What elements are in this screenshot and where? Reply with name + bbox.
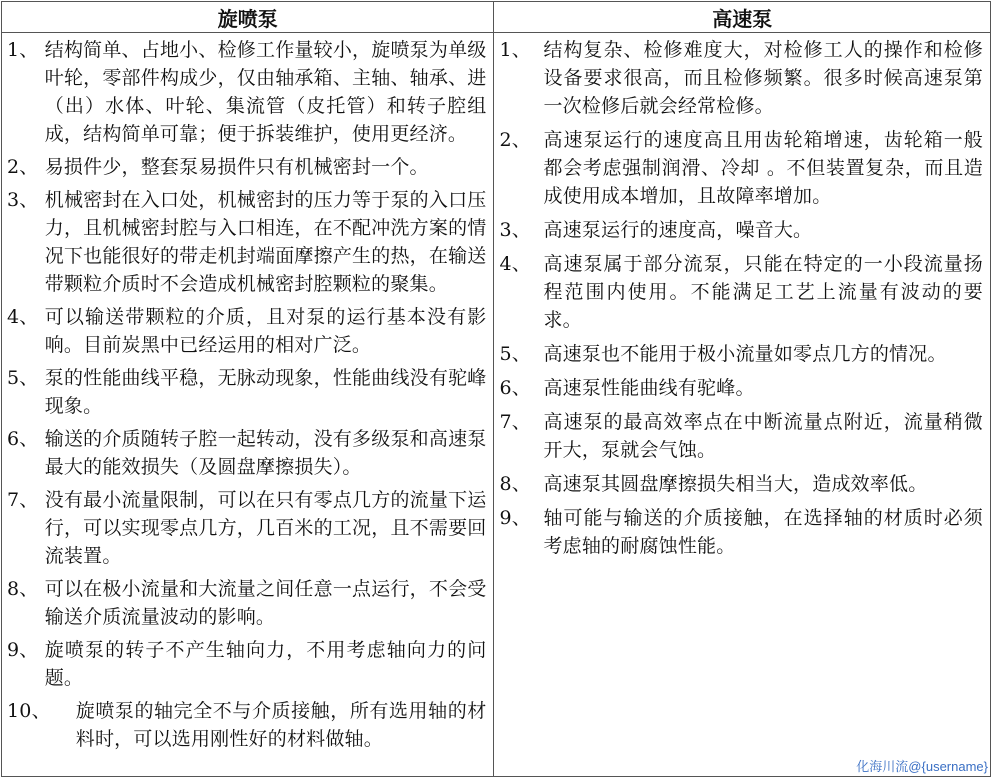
list-item	[499, 408, 983, 464]
header-row	[2, 2, 991, 33]
item-text: 高速泵其圆盘摩擦损失相当大，造成效率低。	[543, 473, 928, 495]
item-text: 没有最小流量限制，可以在只有零点几方的流量下运行，可以实现零点几方，几百米的工况，且不需要回流装置。	[44, 489, 487, 567]
list-item	[7, 697, 486, 753]
high-speed-pump-list	[495, 34, 989, 560]
item-text: 旋喷泵的轴完全不与介质接触，所有选用轴的材料时，可以选用刚性好的材料做轴。	[75, 700, 487, 750]
header-high-speed-pump: 高速泵	[494, 2, 991, 33]
list-item	[7, 153, 486, 181]
list-item	[7, 636, 486, 692]
list-item	[7, 303, 486, 359]
item-number: 4、	[7, 306, 45, 328]
item-text: 轴可能与输送的介质接触，在选择轴的材质时必须考虑轴的耐腐蚀性能。	[543, 507, 983, 557]
item-number: 5、	[7, 367, 45, 389]
item-text: 泵的性能曲线平稳，无脉动现象，性能曲线没有驼峰现象。	[44, 367, 487, 417]
item-text: 旋喷泵的转子不产生轴向力，不用考虑轴向力的问题。	[44, 639, 487, 689]
item-number: 4、	[499, 253, 544, 275]
header-spray-pump: 旋喷泵	[2, 2, 494, 33]
item-number: 7、	[499, 411, 544, 433]
item-text: 高速泵性能曲线有驼峰。	[543, 377, 755, 399]
item-number: 3、	[499, 219, 544, 241]
spray-pump-list	[3, 34, 492, 753]
item-number: 1、	[499, 39, 544, 61]
list-item	[7, 486, 486, 570]
item-text: 高速泵运行的速度高且用齿轮箱增速，齿轮箱一般都会考虑强制润滑、冷却 。不但装置复杂，而且造成使用成本增加，且故障率增加。	[543, 129, 983, 207]
item-text: 易损件少，整套泵易损件只有机械密封一个。	[44, 156, 429, 178]
list-item	[499, 340, 983, 368]
list-item	[7, 575, 486, 631]
item-text: 高速泵的最高效率点在中断流量点附近，流量稍微开大，泵就会气蚀。	[543, 411, 983, 461]
item-number: 3、	[7, 189, 45, 211]
item-number: 2、	[499, 129, 544, 151]
item-number: 5、	[499, 343, 544, 365]
item-text: 可以在极小流量和大流量之间任意一点运行，不会受输送介质流量波动的影响。	[44, 578, 487, 628]
list-item	[7, 36, 486, 148]
spray-pump-cell	[2, 33, 494, 777]
item-number: 7、	[7, 489, 45, 511]
item-number: 6、	[499, 377, 544, 399]
item-number: 8、	[7, 578, 45, 600]
item-text: 高速泵也不能用于极小流量如零点几方的情况。	[543, 343, 947, 365]
item-text: 高速泵属于部分流泵，只能在特定的一小段流量扬程范围内使用。不能满足工艺上流量有波动的要求。	[543, 253, 983, 331]
list-item	[499, 374, 983, 402]
item-text: 机械密封在入口处，机械密封的压力等于泵的入口压力，且机械密封腔与入口相连，在不配冲洗方案的情况下也能很好的带走机封端面摩擦产生的热，在输送带颗粒介质时不会造成机械密封腔颗粒的聚集。	[44, 189, 487, 295]
item-text: 结构复杂、检修难度大，对检修工人的操作和检修设备要求很高，而且检修频繁。很多时候高速泵第一次检修后就会经常检修。	[543, 39, 983, 117]
list-item	[499, 470, 983, 498]
list-item	[499, 504, 983, 560]
item-text: 可以输送带颗粒的介质，且对泵的运行基本没有影响。目前炭黑中已经运用的相对广泛。	[44, 306, 487, 356]
list-item	[499, 126, 983, 210]
list-item	[7, 186, 486, 298]
list-item	[7, 364, 486, 420]
item-text: 输送的介质随转子腔一起转动，没有多级泵和高速泵最大的能效损失（及圆盘摩擦损失）。	[44, 428, 487, 478]
item-number: 9、	[499, 507, 544, 529]
list-item	[7, 425, 486, 481]
item-number: 10、	[7, 700, 76, 722]
list-item	[499, 216, 983, 244]
item-text: 结构简单、占地小、检修工作量较小，旋喷泵为单级叶轮，零部件构成少，仅由轴承箱、主轴、轴承、进（出）水体、叶轮、集流管（皮托管）和转子腔组成，结构简单可靠；便于拆装维护，使用更经济。	[44, 39, 487, 145]
list-item	[499, 36, 983, 120]
list-item	[499, 250, 983, 334]
item-number: 8、	[499, 473, 544, 495]
item-number: 9、	[7, 639, 45, 661]
comparison-table	[1, 1, 991, 777]
body-row	[2, 33, 991, 777]
watermark-text: 化海川流@{username}	[856, 759, 988, 774]
item-text: 高速泵运行的速度高，噪音大。	[543, 219, 813, 241]
item-number: 1、	[7, 39, 45, 61]
item-number: 6、	[7, 428, 45, 450]
item-number: 2、	[7, 156, 45, 178]
high-speed-pump-cell	[494, 33, 991, 777]
